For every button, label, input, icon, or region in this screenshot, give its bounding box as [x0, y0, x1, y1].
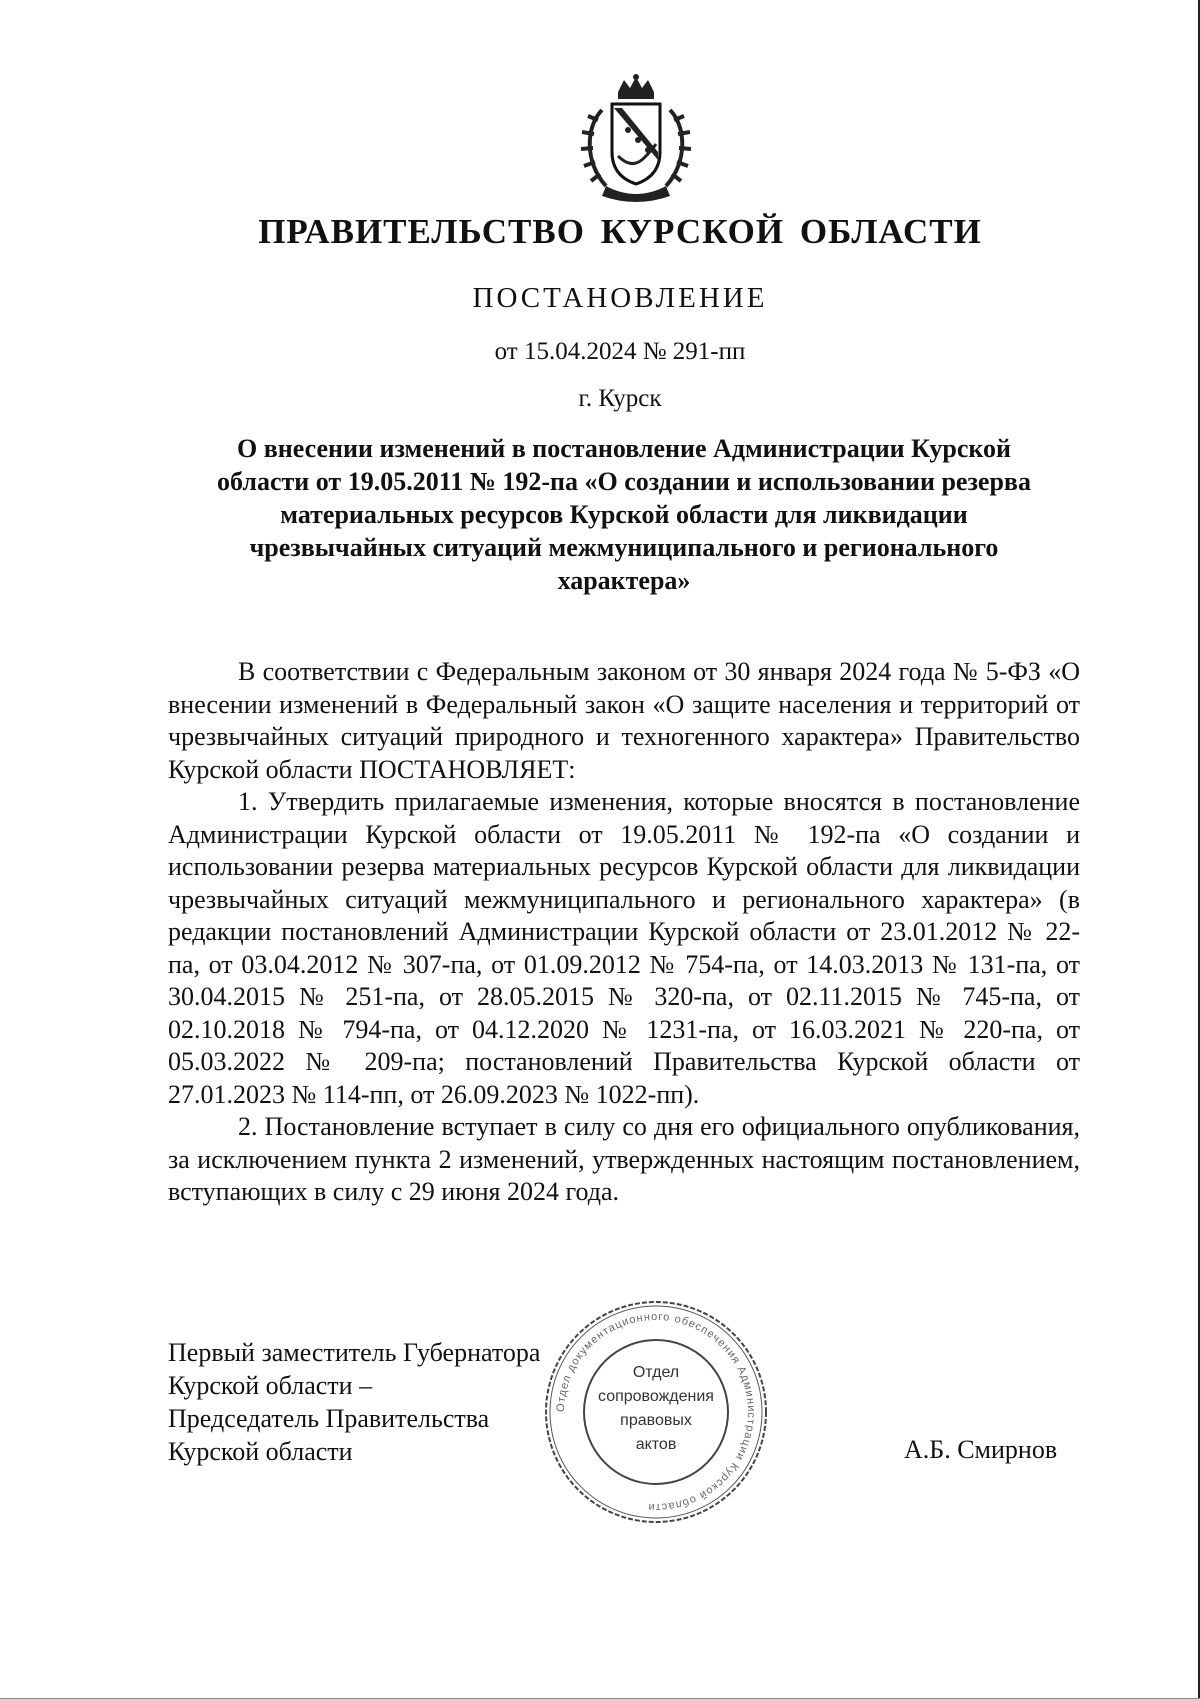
signatory-position-line: Курской области –	[168, 1371, 373, 1400]
signatory-position	[168, 1336, 540, 1468]
stamp-line: правовых	[620, 1412, 692, 1429]
document-city: г. Курск	[578, 385, 662, 412]
document-type: ПОСТАНОВЛЕНИЕ	[472, 282, 768, 314]
document-subject	[168, 432, 1080, 597]
stamp-ring-text: Отдел документационного обеспечения Администрации Курской области	[554, 1310, 758, 1514]
body-paragraph-preamble: В соответствии с Федеральным законом от 30 января 2024 года № 5-ФЗ «О внесении изменений в Федеральный закон «О защите населения и территорий от чрезвычайных ситуаций природного и техногенного характера» Правительство Курской области ПОСТАНОВЛЯЕТ:	[168, 657, 1080, 784]
body-paragraph-item-1: 1. Утвердить прилагаемые изменения, которые вносятся в постановление Администрации Курской области от 19.05.2011 № 192-па «О создании и использовании резерва материальных ресурсов Курской области для ликвидации чрезвычайных ситуаций межмуниципального и регионального характера» (в редакции постановлений Администрации Курской области от 23.01.2012 № 22-па, от 03.04.2012 № 307-па, от 01.09.2012 № 754-па, от 14.03.2013 № 131-па, от 30.04.2015 № 251-па, от 28.05.2015 № 320-па, от 02.11.2015 № 745-па, от 02.10.2018 № 794-па, от 04.12.2020 № 1231-па, от 16.03.2021 № 220-па, от 05.03.2022 № 209-па; постановлений Правительства Курской области от 27.01.2023 № 114-пп, от 26.09.2023 № 1022-пп).	[168, 787, 1080, 1109]
signatory-position-line: Председатель Правительства	[168, 1404, 490, 1433]
subject-line: области от 19.05.2011 № 192-па «О создании и использовании резерва	[217, 467, 1031, 496]
subject-line: материальных ресурсов Курской области для ликвидации	[280, 500, 968, 529]
kursk-coat-of-arms-icon	[572, 74, 700, 206]
subject-line: чрезвычайных ситуаций межмуниципального и регионального	[249, 533, 999, 562]
signatory-position-line: Первый заместитель Губернатора	[168, 1338, 541, 1367]
subject-line: характера»	[557, 566, 691, 595]
stamp-line: Отдел	[632, 1364, 680, 1381]
government-title: ПРАВИТЕЛЬСТВО КУРСКОЙ ОБЛАСТИ	[258, 212, 982, 251]
document-date-number: от 15.04.2024 № 291-пп	[494, 338, 746, 365]
stamp-line: актов	[635, 1436, 677, 1453]
signatory-name: А.Б. Смирнов	[904, 1435, 1058, 1464]
document-body	[168, 656, 1080, 1209]
signatory-position-line: Курской области	[168, 1437, 353, 1466]
round-stamp-icon	[540, 1296, 772, 1528]
body-paragraph-item-2: 2. Постановление вступает в силу со дня его официального опубликования, за исключением пункта 2 изменений, утвержденных настоящим постановлением, вступающих в силу с 29 июня 2024 года.	[168, 1112, 1080, 1206]
stamp-line: сопровождения	[598, 1388, 714, 1405]
subject-line: О внесении изменений в постановление Администрации Курской	[237, 434, 1011, 463]
